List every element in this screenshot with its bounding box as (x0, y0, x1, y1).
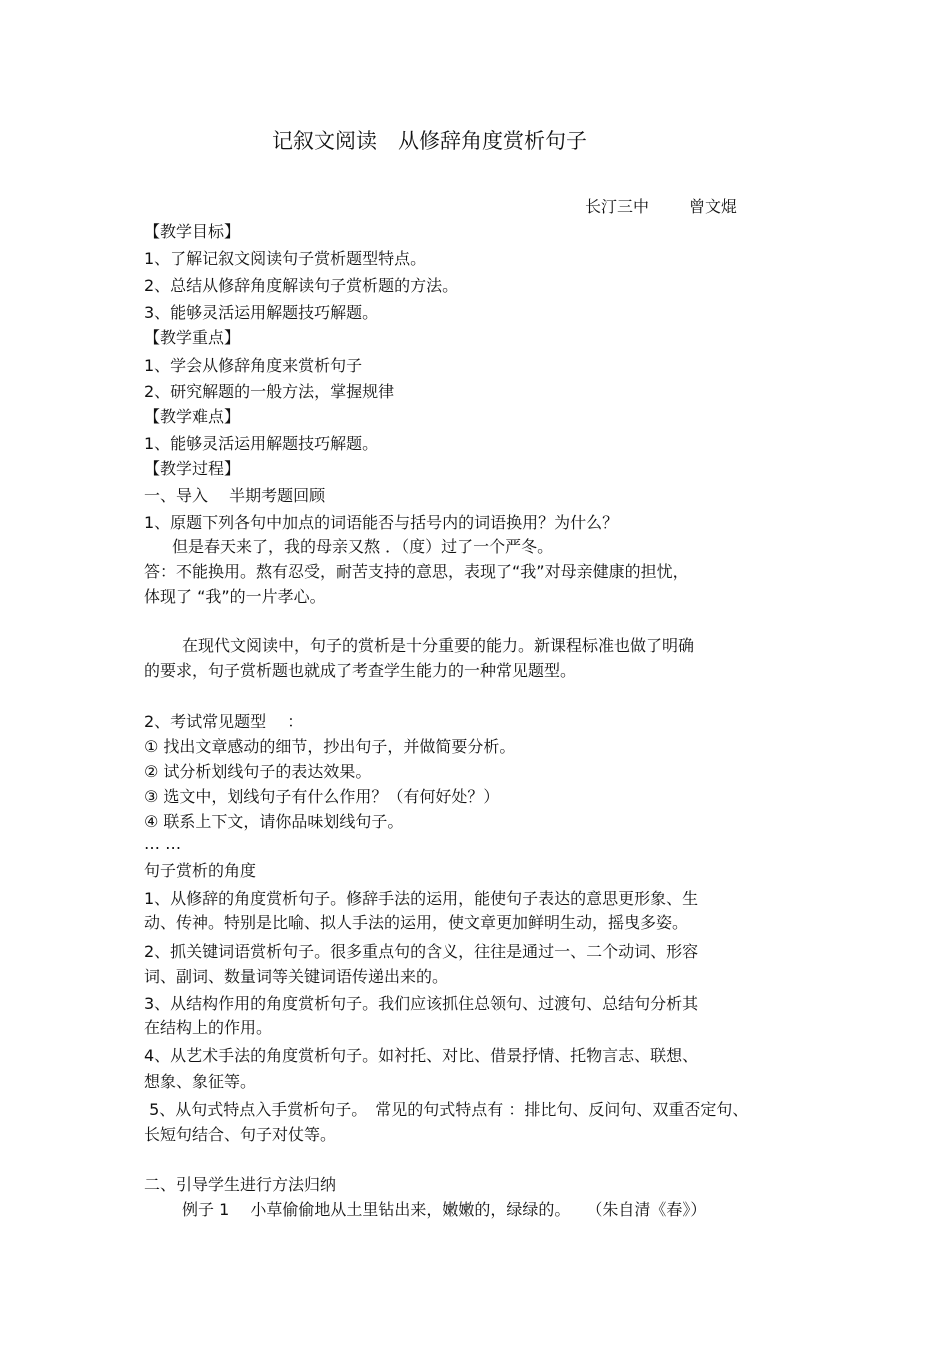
paragraph-line-1: 在现代文阅读中，句子的赏析是十分重要的能力。新课程标准也做了明确 (182, 636, 695, 655)
angles-heading: 句子赏析的角度 (144, 861, 257, 880)
question-1-sentence: 但是春天来了，我的母亲又熬 ．（度）过了一个严冬。 (172, 537, 554, 556)
angle-line: 动、传神。特别是比喻、拟人手法的运用，使文章更加鲜明生动，摇曳多姿。 (144, 913, 689, 932)
key-point-item: 2、研究解题的一般方法，掌握规律 (144, 382, 395, 401)
angle-line: 4、从艺术手法的角度赏析句子。如衬托、对比、借景抒情、托物言志、联想、 (144, 1046, 699, 1065)
angle-line: 2、抓关键词语赏析句子。很多重点句的含义，往往是通过一、二个动词、形容 (144, 942, 699, 961)
difficulty-item: 1、能够灵活运用解题技巧解题。 (144, 434, 379, 453)
objective-item: 1、了解记叙文阅读句子赏析题型特点。 (144, 249, 427, 268)
document-title: 记叙文阅读 从修辞角度赏析句子 (272, 129, 587, 153)
angle-line: 想象、象征等。 (144, 1072, 257, 1091)
example-1: 例子 1 小草偷偷地从土里钻出来，嫩嫩的，绿绿的。 （朱自清《春》） (182, 1200, 707, 1219)
question-1: 1、原题下列各句中加点的词语能否与括号内的词语换用？为什么？ (144, 513, 619, 532)
question-type-item: ① 找出文章感动的细节，抄出句子，并做简要分析。 (144, 737, 516, 756)
angle-line: 长短句结合、句子对仗等。 (144, 1125, 337, 1144)
objective-item: 2、总结从修辞角度解读句子赏析题的方法。 (144, 276, 459, 295)
author-name: 曾文焜 (689, 197, 738, 216)
answer-line-1: 答：不能换用。熬有忍受，耐苦支持的意思，表现了“我”对母亲健康的担忧， (144, 562, 689, 581)
section-2-heading: 二、引导学生进行方法归纳 (144, 1175, 337, 1194)
question-type-item: ④ 联系上下文，请你品味划线句子。 (144, 812, 404, 831)
question-types-heading: 2、考试常见题型 ： (144, 712, 304, 731)
answer-line-2: 体现了 “我”的一片孝心。 (144, 587, 326, 606)
angle-line: 1、从修辞的角度赏析句子。修辞手法的运用，能使句子表达的意思更形象、生 (144, 889, 699, 908)
difficulties-heading: 【教学难点】 (144, 407, 241, 426)
objectives-heading: 【教学目标】 (144, 222, 241, 241)
key-points-heading: 【教学重点】 (144, 328, 241, 347)
angle-line: 在结构上的作用。 (144, 1018, 273, 1037)
angle-line: 词、副词、数量词等关键词语传递出来的。 (144, 967, 449, 986)
author-school: 长汀三中 (585, 197, 650, 216)
paragraph-line-2: 的要求，句子赏析题也就成了考查学生能力的一种常见题型。 (144, 661, 577, 680)
question-type-item: ③ 选文中，划线句子有什么作用？（有何好处？） (144, 787, 500, 806)
angle-line: 5、从句式特点入手赏析句子。 常见的句式特点有 ：排比句、反问句、双重否定句、 (144, 1100, 749, 1119)
angle-line: 3、从结构作用的角度赏析句子。我们应该抓住总领句、过渡句、总结句分析其 (144, 994, 699, 1013)
key-point-item: 1、学会从修辞角度来赏析句子 (144, 356, 363, 375)
intro-heading: 一、导入 半期考题回顾 (144, 486, 326, 505)
ellipsis: … … (144, 834, 182, 853)
question-type-item: ② 试分析划线句子的表达效果。 (144, 762, 372, 781)
objective-item: 3、能够灵活运用解题技巧解题。 (144, 303, 379, 322)
process-heading: 【教学过程】 (144, 459, 241, 478)
